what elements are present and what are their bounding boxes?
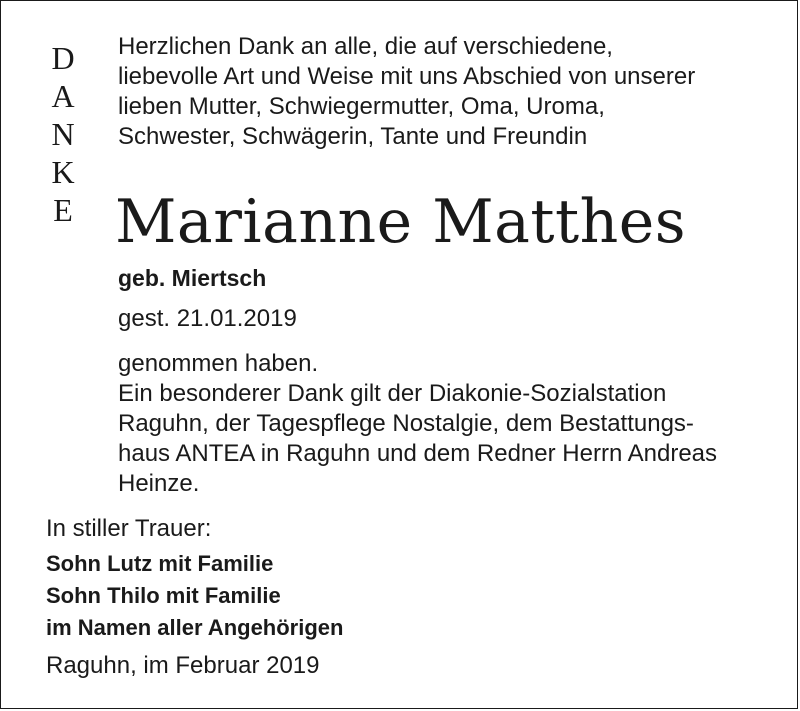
signer-line: Sohn Thilo mit Familie: [46, 583, 281, 608]
intro-line: Herzlichen Dank an alle, die auf verschiedene,: [118, 33, 613, 60]
danke-vertical-heading: [41, 39, 85, 229]
thanks-text: [118, 349, 778, 499]
signer-line: im Namen aller Angehörigen: [46, 615, 344, 640]
danke-letter: K: [51, 154, 75, 190]
signer-line: Sohn Lutz mit Familie: [46, 551, 274, 576]
danke-letter: A: [51, 78, 75, 114]
birth-name: geb. Miertsch: [118, 265, 267, 291]
intro-line: lieben Mutter, Schwiegermutter, Oma, Uroma,: [118, 93, 605, 120]
deceased-name: Marianne Matthes: [115, 187, 687, 257]
thanks-line: genommen haben.: [118, 350, 319, 377]
thanks-line: Ein besonderer Dank gilt der Diakonie-Sozialstation: [118, 380, 667, 407]
place-date: Raguhn, im Februar 2019: [46, 652, 320, 679]
danke-letter: E: [53, 192, 73, 228]
mourning-label: In stiller Trauer:: [46, 515, 212, 542]
death-date: gest. 21.01.2019: [118, 305, 297, 332]
thanks-line: haus ANTEA in Raguhn und dem Redner Herrn Andreas: [118, 440, 718, 467]
thanks-line: Raguhn, der Tagespflege Nostalgie, dem Bestattungs-: [118, 410, 694, 437]
intro-line: liebevolle Art und Weise mit uns Abschied von unserer: [118, 63, 696, 90]
intro-text: [118, 32, 778, 152]
danke-letter: D: [51, 40, 75, 76]
danke-letter: N: [51, 116, 75, 152]
thanks-line: Heinze.: [118, 470, 200, 497]
intro-line: Schwester, Schwägerin, Tante und Freundin: [118, 123, 588, 150]
